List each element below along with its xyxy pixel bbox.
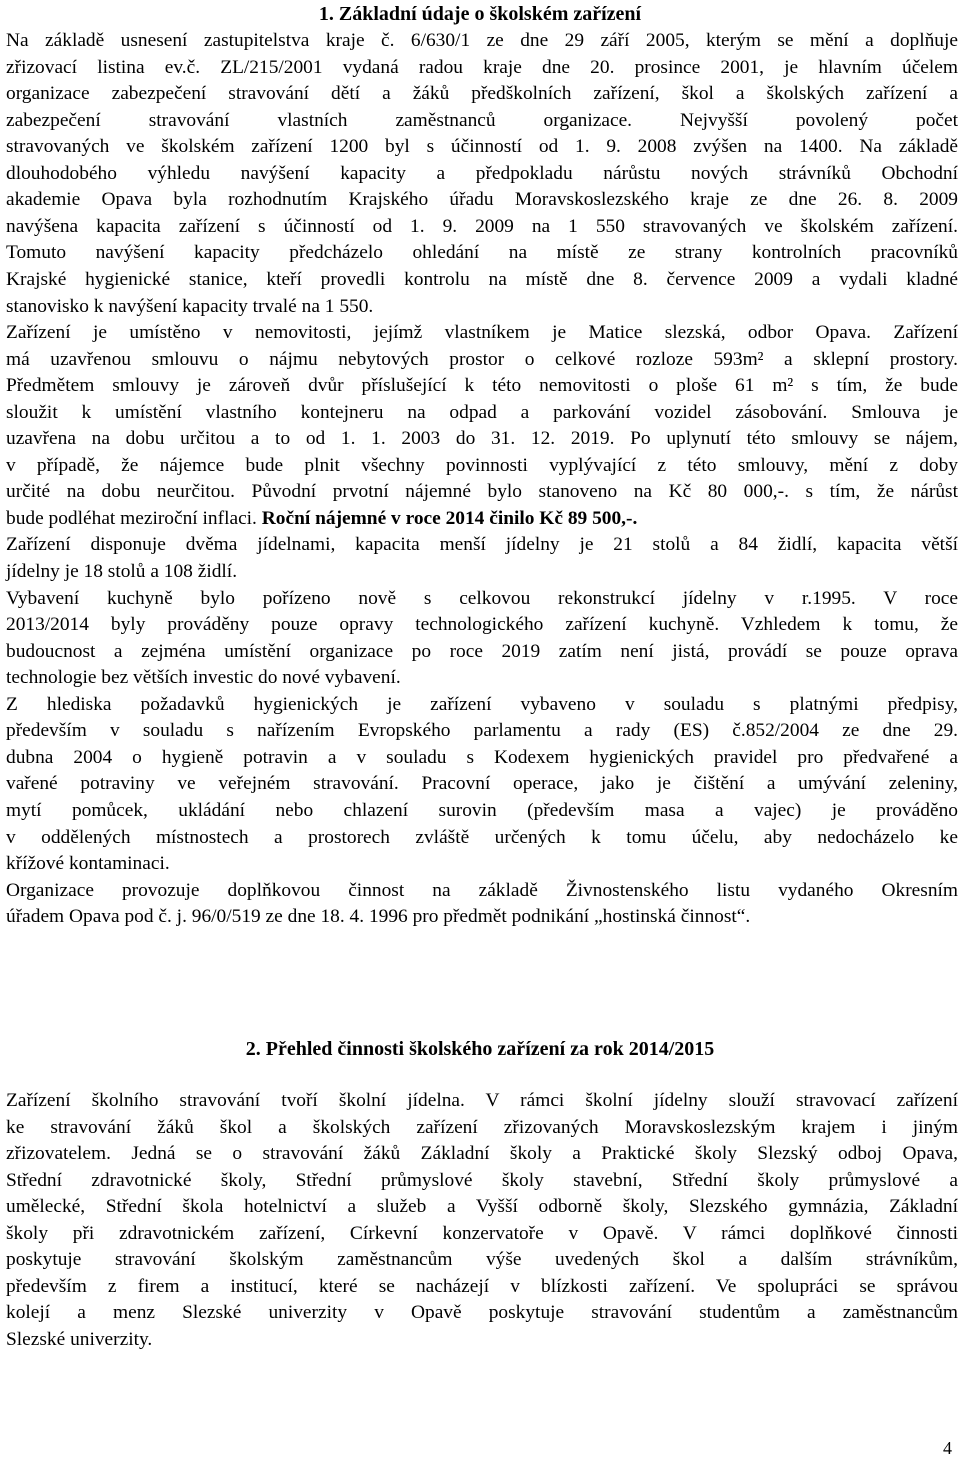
text-line-content: navýšena kapacita zařízení s účinností od 1. 9. 2009 na 1 550 stravovaných ve školském zařízení. (6, 215, 958, 237)
text-line-content: technologie bez větších investic do nové vybavení. (6, 667, 401, 689)
text-line-content: křížové kontaminaci. (6, 853, 170, 875)
text-line (6, 851, 958, 877)
text-line-content: uzavřena na dobu určitou a to od 1. 1. 2003 do 31. 12. 2019. Po uplynutí této smlouvy se nájem, (6, 428, 958, 450)
text-line-content: Krajské hygienické stanice, kteří provedli kontrolu na místě dne 8. července 2009 a vydali kladné (6, 268, 958, 290)
text-line (6, 1300, 958, 1326)
text-line-content: Zařízení disponuje dvěma jídelnami, kapacita menší jídelny je 21 stolů a 84 židlí, kapacita větší (6, 534, 958, 556)
text-line (6, 81, 958, 107)
text-line-content: stravovaných ve školském zařízení 1200 byl s účinností od 1. 9. 2008 zvýšen na 1400. Na základě (6, 136, 958, 158)
text-line (6, 1141, 958, 1167)
text-line (6, 612, 958, 638)
text-line (6, 400, 958, 426)
page-number: 4 (943, 1438, 952, 1458)
text-line (6, 718, 958, 744)
text-line-content: Slezské univerzity. (6, 1328, 153, 1350)
text-line (6, 55, 958, 81)
text-line (6, 1327, 958, 1353)
text-line (6, 347, 958, 373)
text-line-content: zřizovatelem. Jedná se o stravování žáků Základní školy a Praktické školy Slezský odboj Opava, (6, 1143, 958, 1165)
text-line (6, 532, 958, 558)
text-line (6, 904, 958, 930)
text-line-content: Organizace provozuje doplňkovou činnost na základě Živnostenského listu vydaného Okresním (6, 879, 958, 901)
text-line-content: mytí pomůcek, ukládání nebo chlazení surovin (především masa a vajec) je prováděno (6, 799, 958, 821)
text-line-content: zabezpečení stravování vlastních zaměstnanců organizace. Nejvyšší povolený počet (6, 109, 958, 131)
text-line (6, 134, 958, 160)
text-line-content: Na základě usnesení zastupitelstva kraje č. 6/630/1 ze dne 29 září 2005, kterým se mění a doplňuje (6, 30, 958, 51)
text-line (6, 294, 958, 320)
text-line-content: dlouhodobého výhledu navýšení kapacity a předpokladu nárůstu nových strávníků Obchodní (6, 162, 958, 184)
text-line (6, 745, 958, 771)
text-line-content: kolejí a menz Slezské univerzity v Opavě poskytuje stravování studentům a zaměstnancům (6, 1302, 958, 1324)
text-line-content: jídelny je 18 stolů a 108 židlí. (6, 561, 238, 582)
text-line (6, 639, 958, 665)
text-line (6, 771, 958, 797)
text-line (6, 320, 958, 346)
bold-text: Roční nájemné v roce 2014 činilo Kč 89 500,-. (261, 507, 638, 529)
text-line (6, 108, 958, 134)
section-heading-1: 1. Základní údaje o školském zařízení (318, 3, 642, 25)
text-line-content: Střední zdravotnické školy, Střední průmyslové školy stavební, Střední školy průmyslové a (6, 1169, 958, 1191)
text-line-content: zřizovací listina ev.č. ZL/215/2001 vydaná radou kraje dne 20. prosince 2001, je hlavním účelem (6, 56, 958, 78)
text-line-content: umělecké, Střední škola hotelnictví a služeb a Vyšší odborně školy, Slezského gymnázia, Základní (6, 1196, 958, 1218)
text-line-content: školy při zdravotnickém zařízení, Církevní konzervatoře v Opavě. V rámci doplňkové činnosti (6, 1222, 958, 1244)
text-line (6, 559, 958, 585)
text-line-content: Z hlediska požadavků hygienických je zařízení vybaveno v souladu s platnými předpisy, (6, 693, 958, 715)
text-line (6, 665, 958, 691)
text-line (6, 1088, 958, 1114)
text-line (6, 692, 958, 718)
text-line-content: poskytuje stravování školským zaměstnancům výše uvedených škol a dalším strávníkům, (6, 1249, 958, 1271)
text-line-content: především z firem a institucí, které se nacházejí v blízkosti zařízení. Ve spolupráci se správou (6, 1275, 958, 1297)
text-line (6, 267, 958, 293)
text-line (6, 878, 958, 904)
text-line (6, 373, 958, 399)
text-line-content: bude podléhat meziroční inflaci. (6, 507, 262, 529)
text-line (6, 240, 958, 266)
text-line (6, 586, 958, 612)
text-line (6, 825, 958, 851)
text-line-content: v oddělených místnostech a prostorech zvláště určených k tomu účelu, aby nedocházelo ke (6, 826, 958, 848)
text-line-content: vařené potraviny ve veřejném stravování. Pracovní operace, jako je čištění a umývání zeleniny, (6, 773, 958, 795)
text-line (6, 1274, 958, 1300)
text-line-content: stanovisko k navýšení kapacity trvalé na 1 550. (6, 295, 374, 317)
text-line (6, 187, 958, 213)
text-line-content: Zařízení je umístěno v nemovitosti, jejímž vlastníkem je Matice slezská, odbor Opava. Zařízení (6, 322, 958, 344)
text-line-content: v případě, že nájemce bude plnit všechny povinnosti vyplývající z této smlouvy, mění z doby (6, 454, 958, 476)
text-line-content: sloužit k umístění vlastního kontejneru na odpad a parkování vozidel zásobování. Smlouva je (6, 401, 958, 423)
text-line-content: určité na dobu neurčitou. Původní prvotní nájemné bylo stanoveno na Kč 80 000,-. s tím, že nárůst (6, 481, 958, 503)
text-line (6, 426, 958, 452)
text-line-content: budoucnost a zejména umístění organizace po roce 2019 zatím není jistá, provádí se pouze oprava (6, 640, 958, 662)
text-line (6, 161, 958, 187)
text-line (6, 1115, 958, 1141)
text-line-content: Zařízení školního stravování tvoří školní jídelna. V rámci školní jídelny slouží stravovací zařízení (6, 1090, 958, 1111)
text-line (6, 1221, 958, 1247)
text-line (6, 28, 958, 54)
text-line-content: především v souladu s nařízením Evropského parlamentu a rady (ES) č.852/2004 ze dne 29. (6, 720, 958, 742)
text-line-content: Předmětem smlouvy je zároveň dvůr příslušející k této nemovitosti o ploše 61 m² s tím, že bude (6, 375, 958, 397)
text-line (6, 214, 958, 240)
text-line (6, 506, 958, 532)
text-line-content: 2013/2014 byly prováděny pouze opravy technologického zařízení kuchyně. Vzhledem k tomu, že (6, 614, 958, 636)
text-line-content: ke stravování žáků škol a školských zařízení zřizovaných Moravskoslezským krajem i jiným (6, 1116, 958, 1138)
text-line (6, 1168, 958, 1194)
text-line-content: organizace zabezpečení stravování dětí a žáků předškolních zařízení, škol a školských zařízení a (6, 83, 958, 105)
text-line-content: má uzavřenou smlouvu o nájmu nebytových prostor o celkové rozloze 593m² a sklepní prostory. (6, 348, 958, 370)
text-line (6, 479, 958, 505)
text-line (6, 453, 958, 479)
section-heading-2: 2. Přehled činnosti školského zařízení za rok 2014/2015 (245, 1038, 715, 1060)
text-line-content: Tomuto navýšení kapacity předcházelo ohledání na místě ze strany kontrolních pracovníků (6, 242, 958, 264)
text-line (6, 798, 958, 824)
text-line-content: Vybavení kuchyně bylo pořízeno nově s celkovou rekonstrukcí jídelny v r.1995. V roce (6, 587, 958, 609)
text-line (6, 1194, 958, 1220)
text-line-content: dubna 2004 o hygieně potravin a v souladu s Kodexem hygienických pravidel pro předvařené a (6, 746, 958, 768)
text-line (6, 1247, 958, 1273)
text-line-content: akademie Opava byla rozhodnutím Krajského úřadu Moravskoslezského kraje ze dne 26. 8. 2009 (6, 189, 958, 211)
text-line-content: úřadem Opava pod č. j. 96/0/519 ze dne 18. 4. 1996 pro předmět podnikání „hostinská činnost“. (6, 906, 751, 928)
